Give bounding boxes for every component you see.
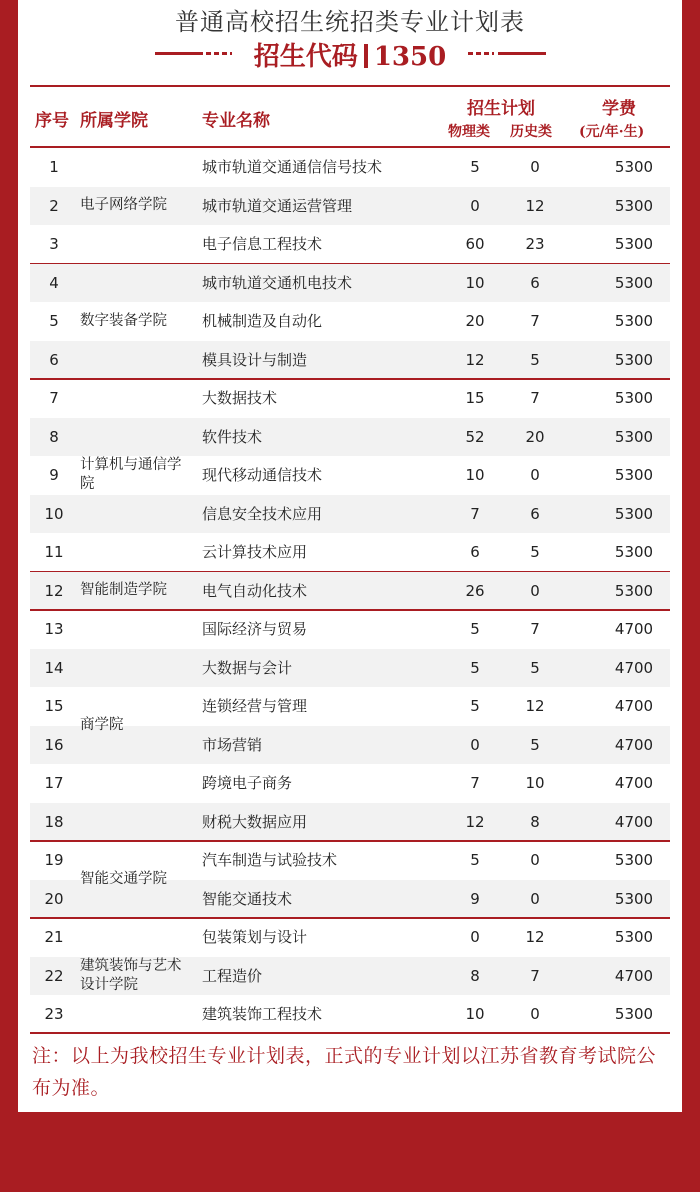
college-name: 商学院	[80, 717, 124, 733]
row-number: 10	[44, 504, 64, 523]
row-number: 5	[49, 312, 59, 330]
row-number: 14	[44, 658, 64, 677]
physics-quota: 0	[470, 735, 480, 754]
physics-quota: 12	[465, 350, 485, 369]
history-quota: 5	[530, 350, 540, 369]
major-name: 机械制造及自动化	[202, 312, 323, 330]
history-quota: 5	[530, 543, 540, 561]
college-name: 数字装备学院	[80, 312, 167, 329]
plan-card	[18, 0, 682, 1112]
history-quota: 20	[525, 427, 545, 446]
table-row	[30, 533, 670, 572]
table-row	[30, 610, 670, 649]
physics-quota: 5	[470, 697, 480, 715]
enrollment-code-label: 招生代码	[253, 42, 358, 72]
physics-quota: 5	[470, 620, 480, 638]
table-row	[30, 803, 670, 842]
code-divider	[364, 44, 368, 68]
college-name: 电子网络学院	[80, 197, 167, 214]
table-row	[30, 341, 670, 380]
table-bottom-rule	[30, 1032, 670, 1034]
college-group-separator	[30, 263, 670, 265]
row-number: 13	[44, 620, 64, 638]
row-number: 16	[44, 735, 64, 754]
major-name: 电子信息工程技术	[202, 235, 323, 253]
tuition-fee: 5300	[614, 427, 654, 446]
major-name: 智能交通技术	[202, 889, 293, 908]
row-number: 9	[49, 466, 59, 484]
major-name: 建筑装饰工程技术	[202, 1005, 323, 1023]
major-name: 模具设计与制造	[202, 350, 308, 369]
major-name: 城市轨道交通运营管理	[202, 196, 353, 215]
history-quota: 0	[530, 158, 540, 176]
major-name: 城市轨道交通通信信号技术	[202, 158, 383, 176]
major-name: 跨境电子商务	[202, 774, 293, 792]
row-number: 6	[49, 350, 59, 369]
header-no: 序号	[35, 111, 69, 131]
history-quota: 23	[525, 235, 545, 253]
tuition-fee: 5300	[614, 158, 654, 176]
tuition-fee: 4700	[614, 658, 654, 677]
physics-quota: 8	[470, 966, 480, 985]
major-name: 现代移动通信技术	[202, 466, 323, 484]
physics-quota: 5	[470, 658, 480, 677]
row-number: 21	[44, 928, 64, 946]
major-name: 汽车制造与试验技术	[202, 851, 338, 869]
tuition-fee: 4700	[614, 966, 654, 985]
college-name: 建筑装饰与艺术设计学院	[80, 957, 182, 993]
physics-quota: 9	[470, 889, 480, 908]
physics-quota: 10	[465, 273, 485, 292]
table-row	[30, 148, 670, 187]
major-name: 包装策划与设计	[202, 928, 308, 946]
physics-quota: 15	[465, 389, 485, 407]
header-fee: 学费	[602, 99, 636, 119]
history-quota: 7	[530, 389, 540, 407]
table-row	[30, 918, 670, 957]
major-name: 城市轨道交通机电技术	[202, 273, 353, 292]
table-row	[30, 418, 670, 457]
tuition-fee: 4700	[614, 620, 654, 638]
history-quota: 8	[530, 812, 540, 831]
tuition-fee: 5300	[614, 1005, 654, 1023]
history-quota: 5	[530, 658, 540, 677]
major-name: 软件技术	[202, 427, 263, 446]
history-quota: 6	[530, 273, 540, 292]
history-quota: 7	[530, 620, 540, 638]
history-quota: 0	[530, 466, 540, 484]
history-quota: 5	[530, 735, 540, 754]
history-quota: 12	[525, 697, 545, 715]
tuition-fee: 5300	[614, 466, 654, 484]
row-number: 7	[49, 389, 59, 407]
major-name: 工程造价	[202, 966, 263, 985]
college-name: 智能制造学院	[80, 582, 167, 599]
major-name: 连锁经营与管理	[202, 697, 308, 715]
tuition-fee: 5300	[614, 928, 654, 946]
table-row	[30, 495, 670, 534]
tuition-fee: 5300	[614, 312, 654, 330]
major-name: 大数据技术	[202, 389, 278, 407]
row-number: 2	[49, 196, 59, 215]
history-quota: 0	[530, 1005, 540, 1023]
history-quota: 0	[530, 889, 540, 908]
physics-quota: 10	[465, 1005, 485, 1023]
physics-quota: 20	[465, 312, 485, 330]
tuition-fee: 5300	[614, 273, 654, 292]
physics-quota: 10	[465, 466, 485, 484]
college-group-separator	[30, 917, 670, 919]
physics-quota: 5	[470, 851, 480, 869]
row-number: 20	[44, 889, 64, 908]
tuition-fee: 5300	[614, 504, 654, 523]
page-title: 普通高校招生统招类专业计划表	[175, 8, 525, 36]
row-number: 23	[44, 1005, 64, 1023]
row-number: 15	[44, 697, 64, 715]
row-number: 11	[44, 543, 64, 561]
tuition-fee: 5300	[614, 389, 654, 407]
major-name: 大数据与会计	[202, 658, 293, 677]
college-name: 计算机与通信学院	[80, 457, 182, 493]
physics-quota: 7	[470, 774, 480, 792]
row-number: 22	[44, 966, 64, 985]
history-quota: 12	[525, 928, 545, 946]
tuition-fee: 4700	[614, 735, 654, 754]
physics-quota: 6	[470, 543, 480, 561]
major-name: 国际经济与贸易	[202, 620, 308, 638]
decor-dots-right	[468, 52, 494, 55]
table-row	[30, 764, 670, 803]
tuition-fee: 5300	[614, 851, 654, 869]
header-fee-unit: (元/年·生)	[579, 124, 645, 140]
tuition-fee: 5300	[614, 196, 654, 215]
row-number: 1	[49, 158, 59, 176]
header-history: 历史类	[510, 124, 552, 140]
physics-quota: 0	[470, 196, 480, 215]
header-major: 专业名称	[202, 111, 270, 131]
row-number: 4	[49, 273, 59, 292]
physics-quota: 52	[465, 427, 485, 446]
row-number: 12	[44, 581, 64, 600]
major-name: 云计算技术应用	[202, 543, 308, 561]
row-number: 18	[44, 812, 64, 831]
decor-line-right	[498, 52, 546, 55]
table-row	[30, 264, 670, 303]
major-name: 市场营销	[202, 735, 263, 754]
tuition-fee: 4700	[614, 774, 654, 792]
tuition-fee: 4700	[614, 812, 654, 831]
history-quota: 7	[530, 966, 540, 985]
header-plan: 招生计划	[467, 99, 535, 119]
history-quota: 0	[530, 851, 540, 869]
major-name: 电气自动化技术	[202, 581, 308, 600]
row-number: 17	[44, 774, 64, 792]
physics-quota: 12	[465, 812, 485, 831]
college-group-separator	[30, 840, 670, 842]
history-quota: 10	[525, 774, 545, 792]
row-number: 8	[49, 427, 59, 446]
table-row	[30, 225, 670, 264]
enrollment-code-value: 1350	[373, 42, 447, 72]
table-row	[30, 649, 670, 688]
enrollment-code	[18, 36, 682, 73]
physics-quota: 5	[470, 158, 480, 176]
enrollment-code-banner	[18, 36, 682, 72]
tuition-fee: 5300	[614, 889, 654, 908]
college-group-separator	[30, 609, 670, 611]
footnote: 注：以上为我校招生专业计划表，正式的专业计划以江苏省教育考试院公布为准。	[32, 1045, 657, 1099]
history-quota: 12	[525, 196, 545, 215]
row-number: 3	[49, 235, 59, 253]
table-top-rule	[30, 85, 670, 87]
physics-quota: 26	[465, 581, 485, 600]
header-college: 所属学院	[80, 111, 148, 131]
history-quota: 0	[530, 581, 540, 600]
table-row	[30, 995, 670, 1034]
college-name: 智能交通学院	[80, 871, 167, 887]
row-number: 19	[44, 851, 64, 869]
table-row	[30, 379, 670, 418]
tuition-fee: 4700	[614, 697, 654, 715]
tuition-fee: 5300	[614, 543, 654, 561]
physics-quota: 7	[470, 504, 480, 523]
header-physics: 物理类	[448, 124, 490, 140]
tuition-fee: 5300	[614, 235, 654, 253]
tuition-fee: 5300	[614, 350, 654, 369]
tuition-fee: 5300	[614, 581, 654, 600]
college-group-separator	[30, 571, 670, 573]
physics-quota: 0	[470, 928, 480, 946]
physics-quota: 60	[465, 235, 485, 253]
history-quota: 6	[530, 504, 540, 523]
major-name: 财税大数据应用	[202, 812, 308, 831]
history-quota: 7	[530, 312, 540, 330]
major-name: 信息安全技术应用	[202, 504, 323, 523]
college-group-separator	[30, 378, 670, 380]
